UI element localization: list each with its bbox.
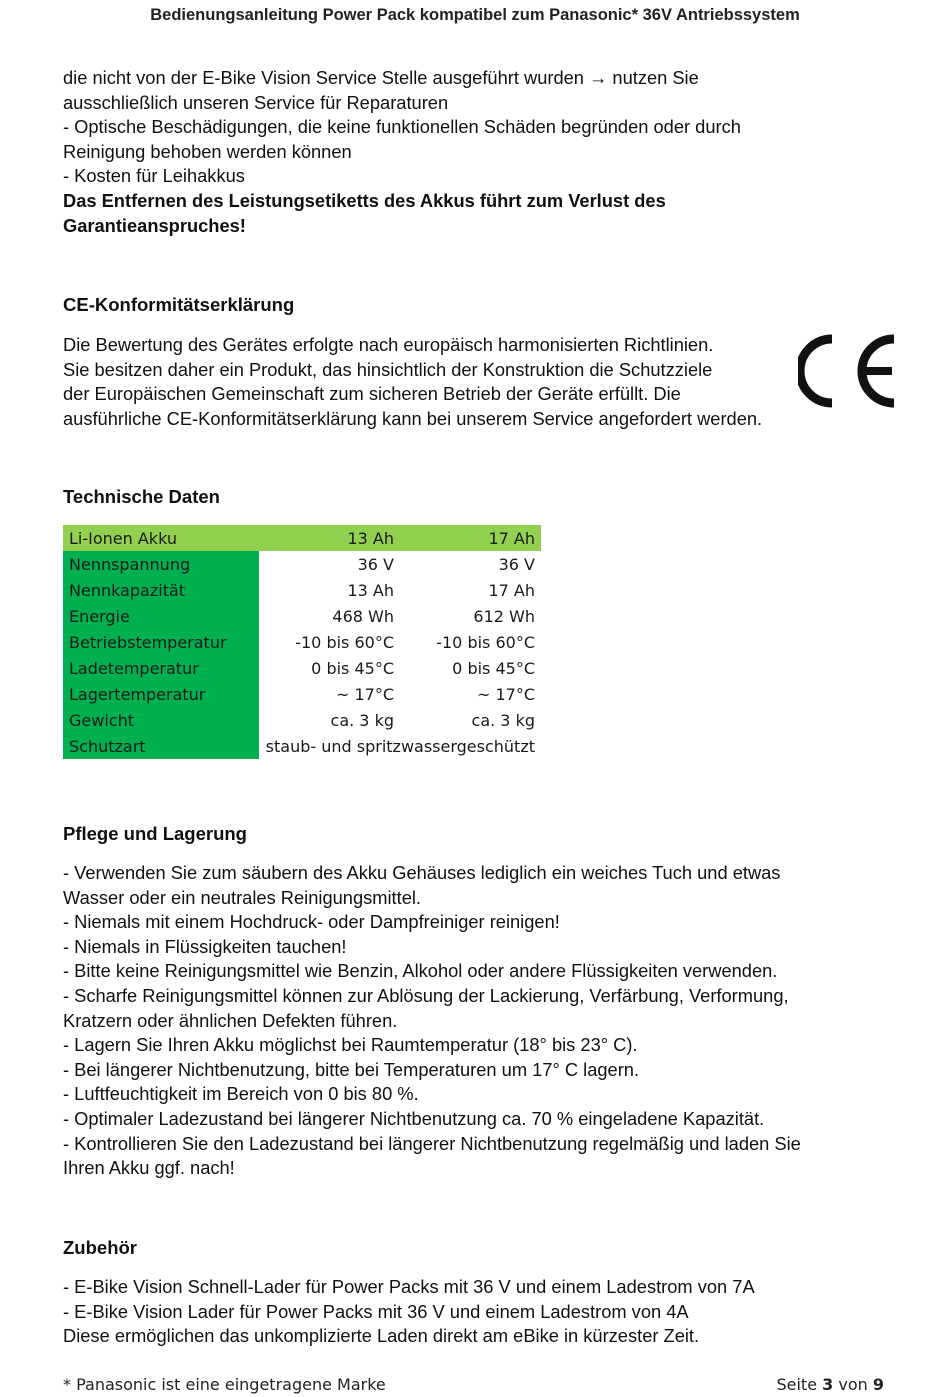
page-total: 9 (872, 1375, 884, 1394)
text-line: ausschließlich unseren Service für Reparaturen (63, 91, 449, 113)
text-line: - E-Bike Vision Lader für Power Packs mit 36 V und einem Ladestrom von 4A (63, 1300, 689, 1322)
table-cell: Lagertemperatur (63, 681, 259, 707)
table-cell: 468 Wh (332, 606, 394, 626)
warranty-continued (63, 66, 741, 238)
warranty-warning: Das Entfernen des Leistungsetiketts des Akkus führt zum Verlust des (63, 189, 666, 211)
ce-text (63, 333, 762, 431)
text-line: - Optimaler Ladezustand bei längerer Nichtbenutzung ca. 70 % eingeladene Kapazität. (63, 1107, 765, 1129)
text-line: der Europäischen Gemeinschaft zum sicheren Betrieb der Geräte erfüllt. Die (63, 383, 681, 405)
table-cell: 0 bis 45°C (452, 658, 535, 678)
accessories-text (63, 1275, 755, 1349)
table-cell: 17 Ah (488, 580, 535, 600)
ce-mark-icon (798, 334, 900, 408)
table-cell: 36 V (498, 554, 535, 574)
text-line: - Lagern Sie Ihren Akku möglichst bei Raumtemperatur (18° bis 23° C). (63, 1034, 638, 1056)
page-prefix: Seite (776, 1375, 818, 1394)
page-header: Bedienungsanleitung Power Pack kompatibel zum Panasonic* 36V Antriebssystem (150, 6, 800, 24)
table-row (63, 681, 541, 707)
table-row (63, 629, 541, 655)
text-line: Reinigung behoben werden können (63, 140, 352, 162)
table-row (63, 577, 541, 603)
text-line: - Bei längerer Nichtbenutzung, bitte bei Temperaturen um 17° C lagern. (63, 1058, 640, 1080)
text-line: - Niemals in Flüssigkeiten tauchen! (63, 935, 347, 957)
table-cell: ca. 3 kg (330, 710, 394, 730)
tech-heading: Technische Daten (63, 486, 220, 507)
text-line: Kratzern oder ähnlichen Defekten führen. (63, 1009, 398, 1031)
text-line: - Kosten für Leihakkus (63, 165, 245, 187)
warranty-warning: Garantieanspruches! (63, 214, 246, 236)
table-cell: 36 V (357, 554, 394, 574)
table-row (63, 655, 541, 681)
page-current: 3 (822, 1375, 834, 1394)
table-cell: 17 Ah (400, 525, 541, 551)
table-cell: Gewicht (63, 707, 259, 733)
table-row (63, 707, 541, 733)
text-line: - Scharfe Reinigungsmittel können zur Ablösung der Lackierung, Verfärbung, Verformung, (63, 984, 789, 1006)
text-line: Wasser oder ein neutrales Reinigungsmittel. (63, 886, 422, 908)
text-line: - Niemals mit einem Hochdruck- oder Dampfreiniger reinigen! (63, 911, 560, 933)
text-line: die nicht von der E-Bike Vision Service Stelle ausgeführt wurden → nutzen Sie (63, 67, 699, 88)
text-line: - Verwenden Sie zum säubern des Akku Gehäuses lediglich ein weiches Tuch und etwas (63, 862, 781, 883)
text-line: Sie besitzen daher ein Produkt, das hinsichtlich der Konstruktion die Schutzziele (63, 358, 713, 380)
page-number (776, 1375, 884, 1394)
table-cell: staub- und spritzwassergeschützt (265, 736, 535, 756)
ce-heading: CE-Konformitätserklärung (63, 294, 295, 315)
table-row (63, 603, 541, 629)
table-cell: Ladetemperatur (63, 655, 259, 681)
text-line: Die Bewertung des Gerätes erfolgte nach europäisch harmonisierten Richtlinien. (63, 334, 714, 355)
text-line: Ihren Akku ggf. nach! (63, 1157, 235, 1179)
page-sep: von (838, 1375, 868, 1394)
text-line: - E-Bike Vision Schnell-Lader für Power Packs mit 36 V und einem Ladestrom von 7A (63, 1276, 755, 1297)
table-cell: ~ 17°C (476, 684, 535, 704)
footer-note: * Panasonic ist eine eingetragene Marke (63, 1375, 386, 1394)
table-cell: ~ 17°C (335, 684, 394, 704)
text-line: - Bitte keine Reinigungsmittel wie Benzin, Alkohol oder andere Flüssigkeiten verwenden. (63, 960, 778, 982)
text-line: - Kontrollieren Sie den Ladezustand bei längerer Nichtbenutzung regelmäßig und laden Sie (63, 1132, 801, 1154)
table-row (63, 733, 541, 759)
table-cell: Betriebstemperatur (63, 629, 259, 655)
table-cell: Li-Ionen Akku (63, 525, 259, 551)
text-line: - Optische Beschädigungen, die keine funktionellen Schäden begründen oder durch (63, 116, 741, 138)
table-cell: Schutzart (63, 733, 259, 759)
care-text (63, 861, 801, 1181)
accessories-heading: Zubehör (63, 1237, 137, 1258)
care-heading: Pflege und Lagerung (63, 823, 247, 844)
table-cell: 0 bis 45°C (311, 658, 394, 678)
text-line: Diese ermöglichen das unkomplizierte Laden direkt am eBike in kürzester Zeit. (63, 1325, 700, 1347)
table-cell: 13 Ah (347, 580, 394, 600)
table-row (63, 551, 541, 577)
table-cell: -10 bis 60°C (436, 632, 535, 652)
table-cell: ca. 3 kg (471, 710, 535, 730)
table-cell: Nennspannung (63, 551, 259, 577)
tech-data-table (63, 525, 541, 759)
table-cell: Nennkapazität (63, 577, 259, 603)
table-cell: 612 Wh (473, 606, 535, 626)
table-header-row (63, 525, 541, 551)
table-cell: 13 Ah (259, 525, 400, 551)
text-line: - Luftfeuchtigkeit im Bereich von 0 bis 80 %. (63, 1083, 419, 1105)
text-line: ausführliche CE-Konformitätserklärung kann bei unserem Service angefordert werden. (63, 407, 763, 429)
table-cell: -10 bis 60°C (295, 632, 394, 652)
table-cell: Energie (63, 603, 259, 629)
